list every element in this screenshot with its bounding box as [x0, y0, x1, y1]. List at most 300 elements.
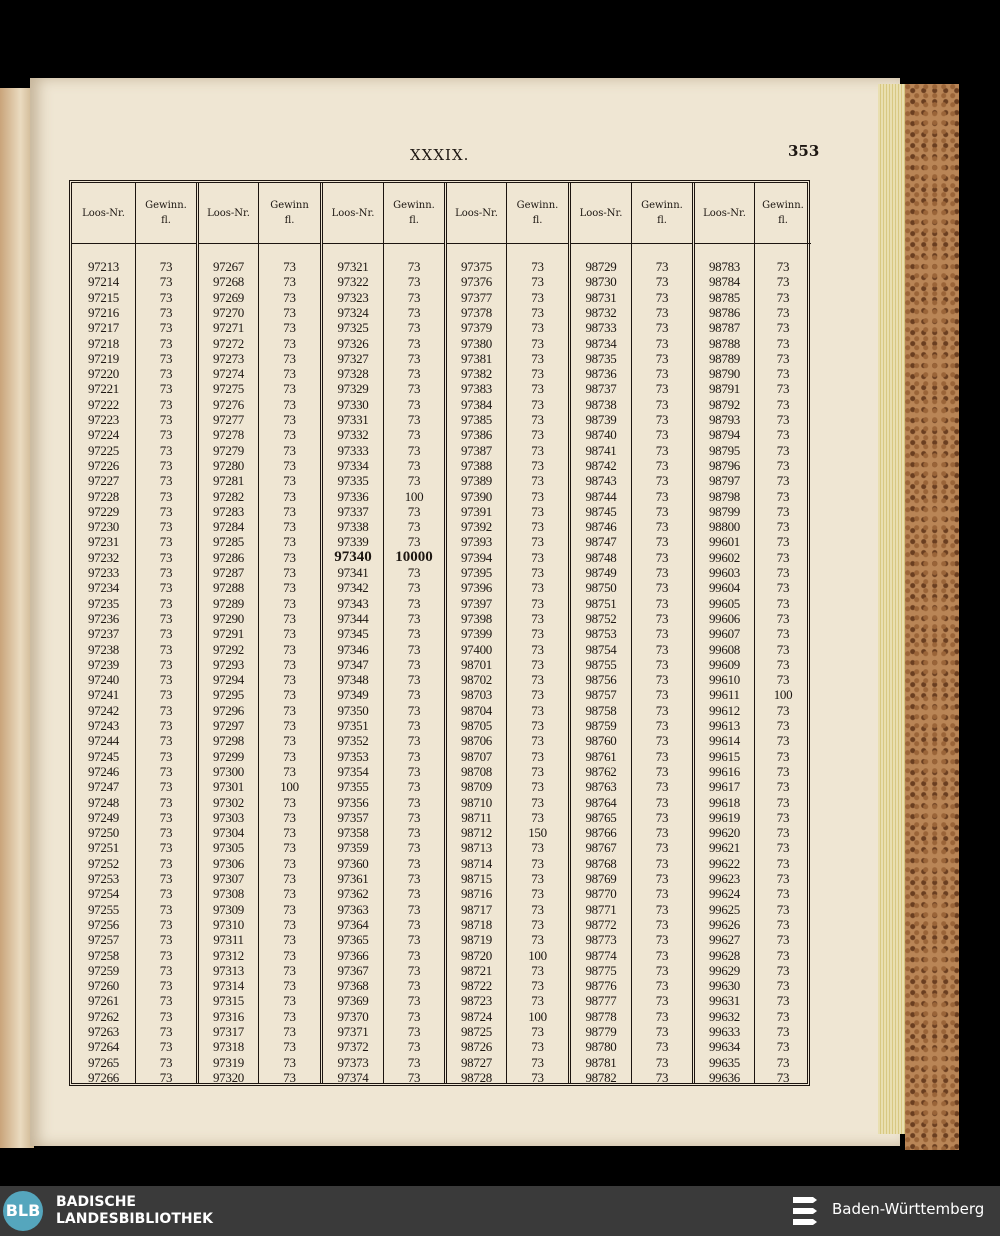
loos-number: 99628	[708, 947, 740, 963]
gewinn-value: 73	[531, 610, 544, 626]
gewinn-value: 73	[655, 610, 669, 626]
loos-number: 97320	[212, 1069, 244, 1085]
column-header-line: fl.	[161, 215, 171, 226]
loos-number: 98752	[585, 610, 617, 626]
loos-number: 97346	[337, 641, 369, 657]
gewinn-value: 73	[776, 702, 790, 718]
loos-number: 97353	[337, 748, 369, 764]
loos-number: 97218	[87, 335, 119, 351]
loos-number: 97381	[460, 350, 492, 366]
gewinn-value: 73	[159, 962, 173, 978]
gewinn-value: 73	[655, 304, 669, 320]
loos-number: 97376	[460, 274, 492, 290]
loos-number: 98743	[585, 473, 617, 489]
loos-number: 98797	[708, 473, 740, 489]
gewinn-value: 73	[655, 595, 669, 611]
gewinn-value: 73	[159, 916, 173, 932]
loos-number: 98777	[585, 993, 617, 1009]
library-name-line2: LANDESBIBLIOTHEK	[56, 1211, 214, 1227]
gewinn-value: 73	[531, 886, 544, 902]
loos-number: 97294	[212, 672, 244, 688]
loos-number: 97229	[87, 503, 119, 519]
gewinn-value: 73	[776, 259, 790, 274]
column-header	[136, 183, 196, 244]
gewinn-value: 73	[283, 304, 296, 320]
loos-number: 97315	[212, 993, 244, 1009]
loos-number: 99610	[708, 672, 740, 688]
loos-number: 97224	[87, 427, 119, 443]
loos-number: 97289	[212, 595, 244, 611]
column-header	[323, 183, 383, 244]
gewinn-value: 73	[407, 779, 421, 795]
gewinn-value: 73	[407, 641, 421, 657]
loos-number: 98736	[585, 366, 617, 382]
loos-number: 98702	[460, 672, 492, 688]
gewinn-value: 73	[776, 274, 790, 290]
column-header-line: Gewinn.	[762, 200, 804, 211]
loos-number: 97244	[87, 733, 119, 749]
gewinn-value: 73	[776, 1024, 790, 1039]
gewinn-value: 73	[283, 1008, 296, 1024]
gewinn-value: 73	[655, 1024, 669, 1039]
loos-number: 97247	[87, 779, 119, 795]
gewinn-value: 73	[655, 1008, 669, 1024]
gewinn-value: 73	[283, 1024, 296, 1039]
gewinn-value: 73	[159, 549, 173, 565]
gewinn-value: 73	[159, 580, 173, 596]
loos-number: 97323	[337, 289, 369, 305]
loos-number: 99609	[708, 656, 740, 672]
loos-number: 98707	[460, 748, 492, 764]
loos-number: 97314	[212, 978, 244, 994]
loos-number: 97281	[212, 473, 244, 489]
loos-number: 98770	[585, 886, 617, 902]
loos-number: 97264	[87, 1039, 119, 1055]
loos-number: 98788	[708, 335, 740, 351]
loos-number: 97238	[87, 641, 119, 657]
column-loos-nr	[692, 183, 754, 1083]
loos-number: 97239	[87, 656, 119, 672]
gewinn-value: 73	[531, 595, 544, 611]
gewinn-value: 73	[776, 656, 790, 672]
gewinn-value: 73	[776, 488, 790, 504]
gewinn-value: 73	[283, 901, 296, 917]
column-header-line: Loos-Nr.	[703, 207, 746, 219]
loos-number: 99619	[708, 809, 740, 825]
loos-number: 97231	[87, 534, 119, 550]
loos-number: 98780	[585, 1039, 617, 1055]
loos-number: 97249	[87, 809, 119, 825]
gewinn-value: 73	[531, 1069, 544, 1085]
gewinn-value: 73	[283, 457, 296, 473]
loos-number: 97292	[212, 641, 244, 657]
gewinn-value: 73	[159, 335, 173, 351]
gewinn-value: 73	[159, 412, 173, 427]
loos-number: 97261	[87, 993, 119, 1009]
loos-number: 98739	[585, 412, 617, 427]
loos-number: 97223	[87, 412, 119, 427]
gewinn-value: 73	[407, 1039, 421, 1055]
gewinn-value: 73	[531, 1024, 544, 1039]
loos-number: 97272	[212, 335, 244, 351]
column-loos-nr	[568, 183, 631, 1083]
loos-number: 97329	[337, 381, 369, 397]
loos-number: 97265	[87, 1054, 119, 1070]
gewinn-value: 73	[655, 718, 669, 733]
gewinn-value: 73	[159, 534, 173, 550]
column-gewinn	[631, 183, 692, 1083]
gewinn-value: 73	[531, 763, 544, 779]
loos-number: 97250	[87, 825, 119, 841]
gewinn-value: 73	[283, 503, 296, 519]
loos-number: 97342	[337, 580, 369, 596]
loos-number: 99621	[708, 840, 740, 856]
gewinn-value: 73	[407, 855, 421, 871]
loos-number: 98716	[460, 886, 492, 902]
loos-number: 97378	[460, 304, 492, 320]
gewinn-value: 73	[776, 641, 790, 657]
loos-number: 97357	[337, 809, 369, 825]
lottery-table	[69, 180, 810, 1086]
gewinn-value: 73	[283, 274, 296, 290]
loos-number: 97374	[337, 1069, 369, 1085]
gewinn-value: 73	[407, 656, 421, 672]
gewinn-value: 73	[776, 993, 790, 1009]
loos-number: 99611	[709, 687, 740, 703]
gewinn-value: 73	[283, 962, 296, 978]
loos-number: 98769	[585, 871, 617, 886]
gewinn-value: 73	[655, 427, 669, 443]
loos-number: 99629	[708, 962, 740, 978]
gewinn-value: 73	[407, 947, 421, 963]
loos-number: 98737	[585, 381, 617, 397]
loos-number: 99631	[708, 993, 740, 1009]
loos-number: 98722	[460, 978, 492, 994]
gewinn-value: 73	[531, 549, 544, 565]
loos-number: 98762	[585, 763, 617, 779]
loos-number: 97395	[460, 565, 492, 580]
gewinn-value: 73	[283, 289, 296, 305]
gewinn-value: 73	[159, 702, 173, 718]
gewinn-value: 73	[655, 274, 669, 290]
loos-number: 98753	[585, 626, 617, 642]
column-header	[571, 183, 631, 244]
gewinn-value: 73	[283, 442, 296, 458]
loos-number: 98731	[585, 289, 617, 305]
loos-number: 98732	[585, 304, 617, 320]
loos-number: 97271	[212, 320, 244, 336]
loos-number: 97328	[337, 366, 369, 382]
gewinn-value: 73	[776, 809, 790, 825]
gewinn-value: 73	[283, 886, 296, 902]
loos-number: 97400	[460, 641, 492, 657]
gewinn-value: 73	[407, 274, 421, 290]
gewinn-value: 73	[407, 763, 421, 779]
loos-number: 97234	[87, 580, 119, 596]
gewinn-value: 73	[159, 672, 173, 688]
loos-number: 98708	[460, 763, 492, 779]
gewinn-value: 73	[655, 473, 669, 489]
loos-number: 97326	[337, 335, 369, 351]
loos-number: 97369	[337, 993, 369, 1009]
gewinn-value: 73	[531, 916, 544, 932]
loos-number: 97215	[87, 289, 119, 305]
loos-number: 97291	[212, 626, 244, 642]
loos-number: 99616	[708, 763, 740, 779]
loos-number: 99617	[708, 779, 740, 795]
gewinn-value: 73	[531, 1054, 544, 1070]
gewinn-value: 73	[776, 901, 790, 917]
loos-number: 98779	[585, 1024, 617, 1039]
gewinn-value: 73	[531, 366, 544, 382]
loos-number: 97380	[460, 335, 492, 351]
loos-number: 97389	[460, 473, 492, 489]
loos-number: 98796	[708, 457, 740, 473]
gewinn-value: 73	[159, 488, 173, 504]
gewinn-value: 73	[407, 1054, 421, 1070]
loos-number: 97285	[212, 534, 244, 550]
loos-number: 97254	[87, 886, 119, 902]
gewinn-value: 73	[407, 381, 421, 397]
gewinn-value: 73	[159, 381, 173, 397]
gewinn-value: 73	[655, 335, 669, 351]
loos-number: 97242	[87, 702, 119, 718]
gewinn-value: 73	[159, 473, 173, 489]
loos-number: 99604	[708, 580, 740, 596]
gewinn-value: 73	[655, 656, 669, 672]
loos-number: 97277	[212, 412, 244, 427]
loos-number: 97371	[337, 1024, 369, 1039]
gewinn-value: 100	[280, 779, 299, 795]
gewinn-value: 73	[407, 396, 421, 412]
gewinn-value: 73	[407, 702, 421, 718]
gewinn-value: 73	[655, 519, 669, 535]
gewinn-value: 73	[159, 259, 173, 274]
column-header-line: Gewinn.	[145, 200, 187, 211]
loos-number: 98706	[460, 733, 492, 749]
loos-number: 97306	[212, 855, 244, 871]
loos-number: 98721	[460, 962, 492, 978]
state-name[interactable]: Baden-Württemberg	[832, 1200, 985, 1218]
gewinn-value: 73	[407, 457, 421, 473]
loos-number: 97360	[337, 855, 369, 871]
loos-number: 98713	[460, 840, 492, 856]
loos-number: 98754	[585, 641, 617, 657]
gewinn-value: 73	[283, 1054, 296, 1070]
loos-number: 97251	[87, 840, 119, 856]
loos-number: 98781	[585, 1054, 617, 1070]
column-gewinn	[754, 183, 811, 1083]
column-header-line: fl.	[284, 215, 295, 226]
gewinn-value: 73	[531, 335, 544, 351]
loos-number: 97301	[212, 779, 244, 795]
loos-number: 97220	[87, 366, 119, 382]
loos-number: 98778	[585, 1008, 617, 1024]
gewinn-value: 73	[776, 381, 790, 397]
loos-number: 97377	[460, 289, 492, 305]
loos-number: 97338	[337, 519, 369, 535]
gewinn-value: 73	[655, 641, 669, 657]
gewinn-value: 73	[283, 626, 296, 642]
loos-number: 97372	[337, 1039, 369, 1055]
gewinn-value: 73	[776, 840, 790, 856]
gewinn-value: 73	[531, 626, 544, 642]
loos-number: 98729	[585, 259, 617, 274]
loos-number: 97341	[337, 565, 369, 580]
column-header	[447, 183, 506, 244]
page-number: 353	[788, 142, 820, 160]
column-header-line: Gewinn.	[641, 200, 683, 211]
column-header-line: fl.	[409, 215, 419, 226]
gewinn-value: 73	[407, 565, 421, 580]
gewinn-value: 73	[655, 1054, 669, 1070]
loos-number: 97307	[212, 871, 244, 886]
loos-number: 97382	[460, 366, 492, 382]
gewinn-value: 73	[159, 886, 173, 902]
loos-number: 97233	[87, 565, 119, 580]
column-header-line: Loos-Nr.	[455, 207, 498, 219]
loos-number: 98705	[460, 718, 492, 733]
loos-number: 97327	[337, 350, 369, 366]
gewinn-value: 73	[531, 809, 544, 825]
loos-number: 98738	[585, 396, 617, 412]
loos-number: 98789	[708, 350, 740, 366]
gewinn-value: 73	[159, 656, 173, 672]
gewinn-value: 73	[655, 672, 669, 688]
loos-number: 97355	[337, 779, 369, 795]
loos-number: 98747	[585, 534, 617, 550]
gewinn-value: 73	[407, 350, 421, 366]
gewinn-value: 73	[407, 840, 421, 856]
column-gewinn	[506, 183, 568, 1083]
gewinn-value: 73	[159, 993, 173, 1009]
column-gewinn	[258, 183, 320, 1083]
gewinn-value: 73	[159, 1054, 173, 1070]
loos-number: 98723	[460, 993, 492, 1009]
loos-number: 97282	[212, 488, 244, 504]
loos-number: 97358	[337, 825, 369, 841]
loos-number: 98776	[585, 978, 617, 994]
loos-number: 99607	[708, 626, 740, 642]
gewinn-value: 73	[283, 1069, 296, 1085]
gewinn-value: 73	[283, 534, 296, 550]
loos-number: 97375	[460, 259, 492, 274]
gewinn-value: 73	[776, 320, 790, 336]
gewinn-value: 73	[531, 457, 544, 473]
gewinn-value: 73	[655, 855, 669, 871]
loos-number: 98719	[460, 932, 492, 948]
column-gewinn	[383, 183, 444, 1083]
gewinn-value: 73	[776, 304, 790, 320]
gewinn-value: 73	[655, 565, 669, 580]
gewinn-value: 73	[655, 549, 669, 565]
gewinn-value: 73	[283, 871, 296, 886]
loos-number: 97365	[337, 932, 369, 948]
library-name[interactable]	[56, 1194, 213, 1228]
loos-number: 98774	[585, 947, 617, 963]
gewinn-value: 73	[531, 672, 544, 688]
gewinn-value: 73	[776, 871, 790, 886]
gewinn-value: 73	[531, 1039, 544, 1055]
loos-number: 97379	[460, 320, 492, 336]
loos-number: 98768	[585, 855, 617, 871]
loos-number: 98750	[585, 580, 617, 596]
column-header	[695, 183, 754, 244]
loos-number: 97287	[212, 565, 244, 580]
gewinn-value: 73	[655, 442, 669, 458]
loos-number: 97252	[87, 855, 119, 871]
gewinn-value: 73	[159, 794, 173, 810]
loos-number: 97392	[460, 519, 492, 535]
loos-number: 97321	[337, 259, 369, 274]
loos-number: 97349	[337, 687, 369, 703]
gewinn-value: 73	[776, 1069, 790, 1085]
gewinn-value: 73	[655, 687, 669, 703]
loos-number: 97295	[212, 687, 244, 703]
gewinn-value: 73	[655, 1069, 669, 1085]
gewinn-value: 73	[283, 565, 296, 580]
loos-number: 98771	[585, 901, 617, 917]
gewinn-value: 73	[776, 519, 790, 535]
gewinn-value: 73	[159, 779, 173, 795]
gewinn-value: 73	[283, 595, 296, 611]
gewinn-value: 73	[776, 779, 790, 795]
gewinn-value: 73	[776, 672, 790, 688]
gewinn-value: 73	[283, 748, 296, 764]
loos-number: 98763	[585, 779, 617, 795]
gewinn-value: 73	[655, 932, 669, 948]
column-header	[199, 183, 258, 244]
loos-number: 98725	[460, 1024, 492, 1039]
loos-number: 97364	[337, 916, 369, 932]
loos-number: 98799	[708, 503, 740, 519]
loos-number: 97263	[87, 1024, 119, 1039]
gewinn-value: 73	[531, 381, 544, 397]
gewinn-value: 73	[655, 626, 669, 642]
loos-number: 97350	[337, 702, 369, 718]
loos-number: 97243	[87, 718, 119, 733]
loos-number: 97302	[212, 794, 244, 810]
loos-number: 98744	[585, 488, 617, 504]
gewinn-value: 73	[159, 932, 173, 948]
loos-number: 97267	[212, 259, 244, 274]
loos-number: 97336	[337, 488, 369, 504]
gewinn-value: 73	[776, 733, 790, 749]
loos-number: 98767	[585, 840, 617, 856]
gewinn-value: 73	[407, 534, 421, 550]
gewinn-value: 73	[531, 962, 544, 978]
gewinn-value: 73	[531, 442, 544, 458]
loos-number: 99613	[708, 718, 740, 733]
loos-number: 98786	[708, 304, 740, 320]
gewinn-value: 73	[776, 1054, 790, 1070]
column-gewinn	[135, 183, 196, 1083]
loos-number: 97299	[212, 748, 244, 764]
gewinn-value: 73	[159, 901, 173, 917]
blb-logo[interactable]: BLB	[3, 1191, 43, 1231]
loos-number: 99626	[708, 916, 740, 932]
gewinn-value: 73	[776, 457, 790, 473]
loos-number: 97300	[212, 763, 244, 779]
loos-number: 98703	[460, 687, 492, 703]
gewinn-value: 73	[407, 886, 421, 902]
gewinn-value: 73	[655, 503, 669, 519]
loos-number: 98795	[708, 442, 740, 458]
loos-number: 97354	[337, 763, 369, 779]
column-header-line: fl.	[532, 215, 543, 226]
loos-number: 99625	[708, 901, 740, 917]
gewinn-value: 73	[407, 809, 421, 825]
